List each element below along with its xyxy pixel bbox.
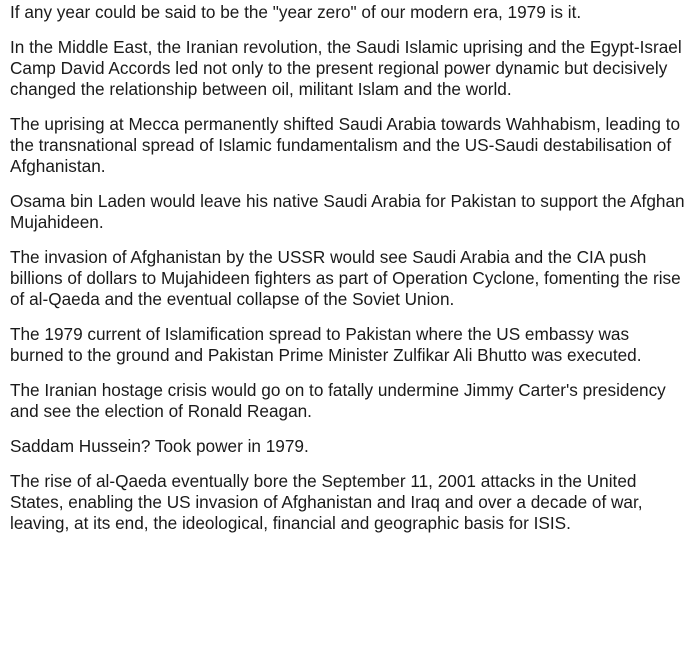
paragraph-al-qaeda-isis: The rise of al-Qaeda eventually bore the September 11, 2001 attacks in the United States, enabling the US invasion of Afghanistan and Iraq and over a decade of war, leaving, at its end, the ideological, financial and geographic basis for ISIS. (10, 471, 643, 533)
paragraph-middle-east: In the Middle East, the Iranian revolution, the Saudi Islamic uprising and the Egypt-Israel Camp David Accords led not only to the present regional power dynamic but decisively changed the relationship between oil, militant Islam and the world. (10, 37, 682, 99)
paragraph-pakistan: The 1979 current of Islamification spread to Pakistan where the US embassy was burned to the ground and Pakistan Prime Minister Zulfikar Ali Bhutto was executed. (10, 324, 642, 365)
paragraph-ussr-invasion: The invasion of Afghanistan by the USSR would see Saudi Arabia and the CIA push billions of dollars to Mujahideen fighters as part of Operation Cyclone, fomenting the rise of al-Qaeda and the eventual collapse of the Soviet Union. (10, 247, 681, 309)
paragraph-year-zero: If any year could be said to be the "year zero" of our modern era, 1979 is it. (10, 2, 582, 22)
paragraph-mecca-uprising: The uprising at Mecca permanently shifted Saudi Arabia towards Wahhabism, leading to the transnational spread of Islamic fundamentalism and the US-Saudi destabilisation of Afghanistan. (10, 114, 681, 176)
paragraph-saddam: Saddam Hussein? Took power in 1979. (10, 436, 309, 456)
paragraph-hostage-crisis: The Iranian hostage crisis would go on to fatally undermine Jimmy Carter's presidency and see the election of Ronald Reagan. (10, 380, 666, 421)
paragraph-bin-laden: Osama bin Laden would leave his native Saudi Arabia for Pakistan to support the Afghan Mujahideen. (10, 191, 685, 232)
